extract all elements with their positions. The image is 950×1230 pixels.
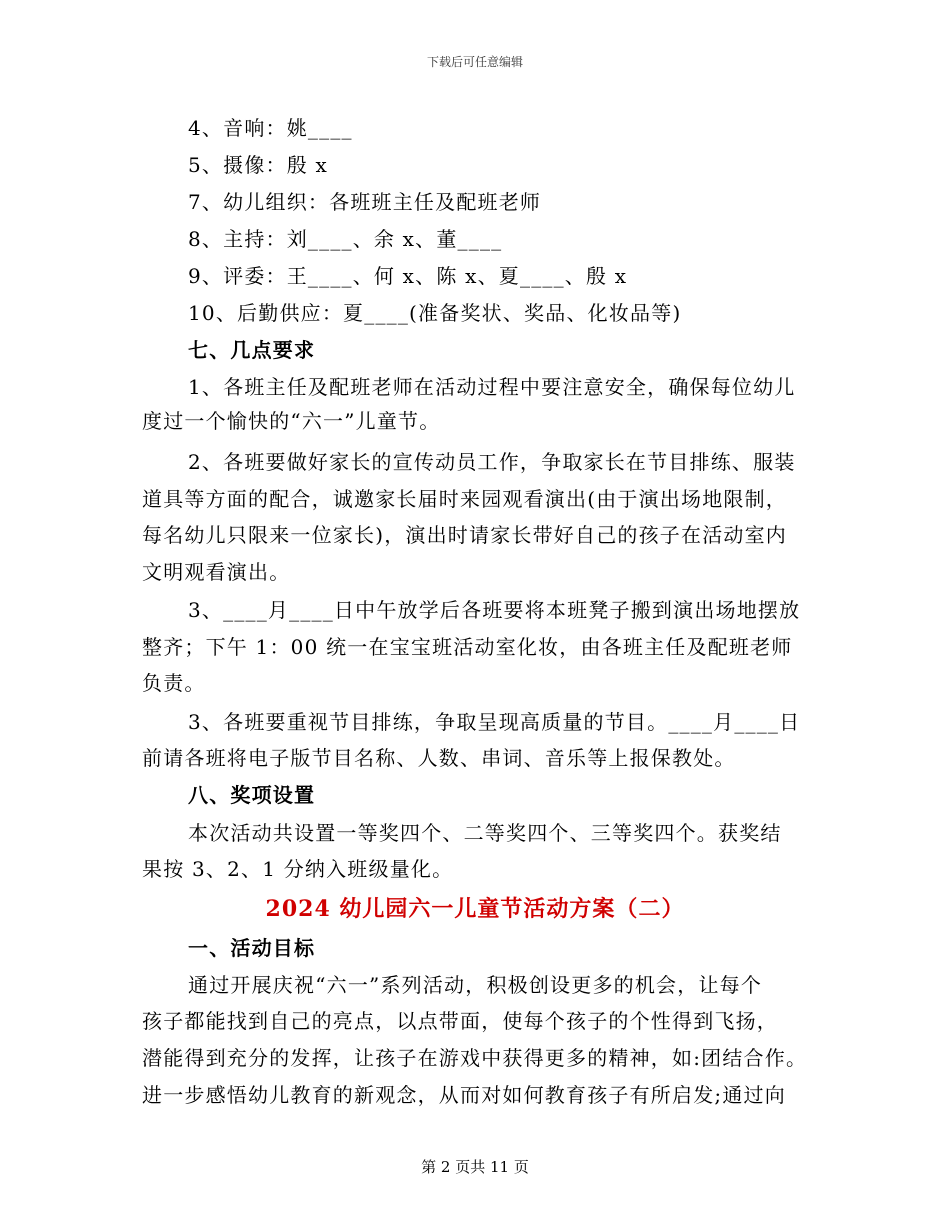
page-header-note: 下载后可任意编辑 — [426, 55, 523, 69]
staff-item-host: 8、主持：刘____、余 x、董____ — [188, 227, 503, 251]
paragraph-line: 每名幼儿只限来一位家长)，演出时请家长带好自己的孩子在活动室内 — [142, 523, 788, 547]
page-number: 第 2 页共 11 页 — [421, 1158, 529, 1176]
staff-item-audio: 4、音响：姚____ — [188, 116, 353, 140]
staff-item-camera: 5、摄像：殷 x — [188, 153, 328, 177]
paragraph-line: 文明观看演出。 — [142, 560, 291, 584]
staff-item-judges: 9、评委：王____、何 x、陈 x、夏____、殷 x — [188, 264, 628, 288]
paragraph-line: 负责。 — [142, 671, 206, 695]
paragraph-line: 前请各班将电子版节目名称、人数、串词、音乐等上报保教处。 — [142, 746, 736, 770]
paragraph-line: 2、各班要做好家长的宣传动员工作，争取家长在节目排练、服装 — [188, 450, 796, 474]
paragraph-line: 本次活动共设置一等奖四个、二等奖四个、三等奖四个。获奖结 — [188, 821, 782, 845]
paragraph-line: 果按 3、2、1 分纳入班级量化。 — [142, 857, 454, 881]
paragraph-line: 通过开展庆祝“六一”系列活动，积极创设更多的机会，让每个 — [188, 973, 763, 997]
section-heading-requirements: 七、几点要求 — [188, 338, 316, 362]
paragraph-line: 度过一个愉快的“六一”儿童节。 — [142, 409, 441, 433]
paragraph-line: 3、各班要重视节目排练，争取呈现高质量的节目。____月____日 — [188, 710, 801, 734]
paragraph-line: 进一步感悟幼儿教育的新观念，从而对如何教育孩子有所启发;通过向 — [142, 1083, 786, 1107]
staff-item-organizer: 7、幼儿组织：各班班主任及配班老师 — [188, 190, 542, 214]
section-heading-awards: 八、奖项设置 — [188, 783, 316, 807]
paragraph-line: 潜能得到充分的发挥，让孩子在游戏中获得更多的精神，如:团结合作。 — [142, 1046, 808, 1070]
section-heading-goals: 一、活动目标 — [188, 936, 316, 960]
staff-item-logistics: 10、后勤供应：夏____(准备奖状、奖品、化妆品等) — [188, 301, 682, 325]
paragraph-line: 孩子都能找到自己的亮点，以点带面，使每个孩子的个性得到飞扬， — [142, 1009, 778, 1033]
paragraph-line: 道具等方面的配合，诚邀家长届时来园观看演出(由于演出场地限制， — [142, 487, 788, 511]
paragraph-line: 3、____月____日中午放学后各班要将本班凳子搬到演出场地摆放 — [188, 598, 801, 622]
document-title: 2024 幼儿园六一儿童节活动方案（二） — [265, 896, 685, 922]
paragraph-line: 整齐；下午 1：00 统一在宝宝班活动室化妆，由各班主任及配班老师 — [142, 635, 793, 659]
paragraph-line: 1、各班主任及配班老师在活动过程中要注意安全，确保每位幼儿 — [188, 375, 796, 399]
